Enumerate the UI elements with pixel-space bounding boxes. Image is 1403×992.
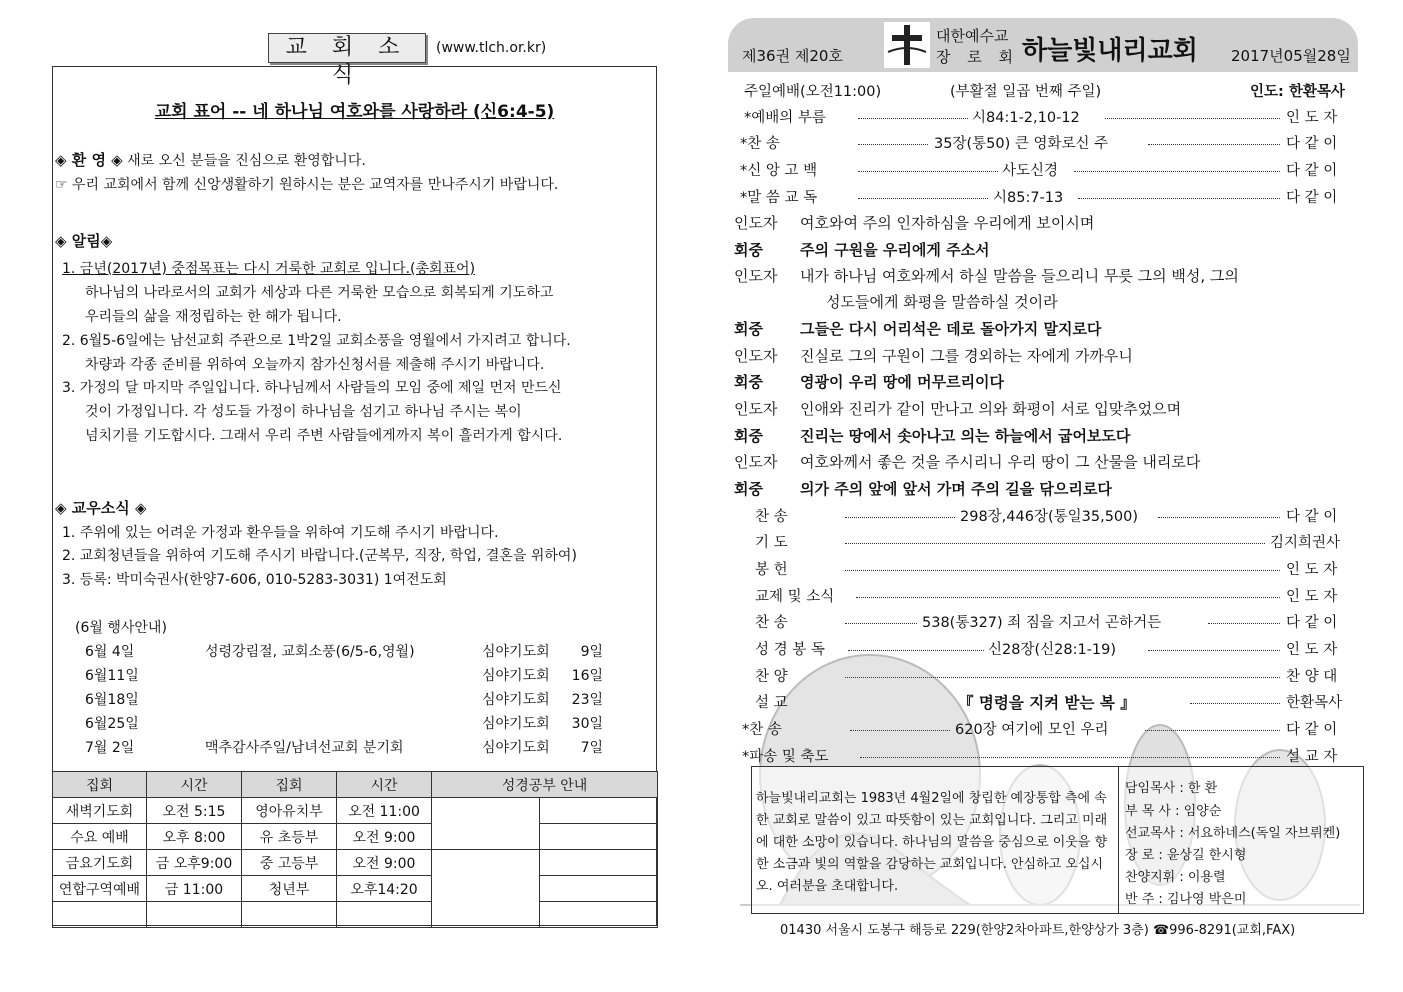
order-who: 한환목사 <box>1286 695 1343 711</box>
table-cell: 중 고등부 <box>242 850 337 876</box>
leader-dots <box>858 198 988 199</box>
reading-role: 회중 <box>734 373 763 391</box>
leader-dots <box>1074 171 1280 172</box>
leader-dots <box>845 517 955 518</box>
event-prayer: 심야기도회 <box>482 668 550 684</box>
reading-text: 여호와여 주의 인자하심을 우리에게 보이시며 <box>800 214 1095 232</box>
order-item: 찬 양 <box>755 669 788 685</box>
event-name: 맥추감사주일/남녀선교회 분기회 <box>205 740 404 756</box>
notice-line: 하나님의 나라로서의 교회가 세상과 다른 거룩한 모습으로 회복되게 기도하고 <box>85 285 554 301</box>
bible-study-cell <box>432 850 540 928</box>
bible-study-cell <box>540 850 658 876</box>
reading-role: 회중 <box>734 427 763 445</box>
notice-line: 우리들의 삶을 재정립하는 한 해가 됩니다. <box>85 309 342 325</box>
staff-item: 반 주 : 김나영 박은미 <box>1125 892 1247 907</box>
reading-text: 내가 하나님 여호와께서 하실 말씀을 들으리니 무릇 그의 백성, 그의 <box>800 267 1239 285</box>
staff-item: 담임목사 : 한 환 <box>1125 781 1218 796</box>
table-cell: 금 오후9:00 <box>147 850 242 876</box>
order-who: 인 도 자 <box>1286 589 1338 605</box>
reading-text: 진실로 그의 구원이 그를 경외하는 자에게 가까우니 <box>800 347 1133 365</box>
welcome-line <box>55 149 366 170</box>
table-row <box>53 850 658 876</box>
order-item: *찬 송 <box>742 722 782 738</box>
table-cell: 오전 5:15 <box>147 798 242 824</box>
table-cell <box>147 902 242 928</box>
reading-role: 인도자 <box>734 453 778 471</box>
reading-line <box>734 212 777 233</box>
event-name: 성령강림절, 교회소풍(6/5-6,영월) <box>205 644 415 660</box>
member-news-line: 3. 등록: 박미숙권사(한양7-606, 010-5283-3031) 1여전도회 <box>62 572 447 588</box>
order-item: *파송 및 축도 <box>742 749 829 765</box>
table-cell: 오전 11:00 <box>337 798 432 824</box>
order-item: 봉 헌 <box>755 562 788 578</box>
info-divider <box>1118 766 1119 914</box>
church-name: 하늘빛내리교회 <box>1022 36 1198 66</box>
table-cell: 새벽기도회 <box>53 798 147 824</box>
notice-line: 3. 가정의 달 마지막 주일입니다. 하나님께서 사람들의 모임 중에 제일 먼저 만드신 <box>62 380 562 396</box>
staff-item: 부 목 사 : 임양순 <box>1125 804 1222 819</box>
table-row <box>53 902 658 928</box>
col-header: 시간 <box>337 772 432 798</box>
order-who: 다 같 이 <box>1286 615 1338 631</box>
col-header: 집회 <box>53 772 147 798</box>
order-content: 시84:1-2,10-12 <box>972 110 1080 126</box>
leader-dots <box>856 597 1280 598</box>
table-cell: 수요 예배 <box>53 824 147 850</box>
table-cell: 영아유치부 <box>242 798 337 824</box>
table-cell: 유 초등부 <box>242 824 337 850</box>
notice-line: 차량과 각종 준비를 위하여 오늘까지 참가신청서를 제출해 주시기 바랍니다. <box>85 357 545 373</box>
church-address: 01430 서울시 도봉구 해등로 229(한양2차아파트,한양상가 3층) ☎996-8291(교회,FAX) <box>780 923 1296 938</box>
order-who: 인 도 자 <box>1286 642 1338 658</box>
event-prayer: 심야기도회 <box>482 644 550 660</box>
order-content: 620장 여기에 모인 우리 <box>955 722 1109 738</box>
church-logo-icon <box>884 22 930 68</box>
reading-role: 회중 <box>734 480 763 498</box>
event-day: 30일 <box>571 716 603 732</box>
order-who: 다 같 이 <box>1286 722 1338 738</box>
bible-study-cell <box>540 902 658 928</box>
leader-dots <box>858 118 968 119</box>
order-item: 찬 송 <box>755 509 788 525</box>
order-item: *말 씀 교 독 <box>740 190 818 206</box>
reading-text: 인애와 진리가 같이 만나고 의와 화평이 서로 입맞추었으며 <box>800 400 1182 418</box>
service-title: 주일예배(오전11:00) <box>744 84 882 100</box>
event-prayer: 심야기도회 <box>482 740 550 756</box>
order-content: 35장(통50) 큰 영화로신 주 <box>934 136 1109 152</box>
leader-dots <box>845 570 1280 571</box>
notice-line: 2. 6월5-6일에는 남선교회 주관으로 1박2일 교회소풍을 영월에서 가지려고 합니다. <box>62 333 571 349</box>
order-content: 사도신경 <box>1002 163 1059 179</box>
order-who: 설 교 자 <box>1286 749 1338 765</box>
col-header: 성경공부 안내 <box>432 772 658 798</box>
order-who: 인 도 자 <box>1286 110 1338 126</box>
table-row <box>53 798 658 824</box>
event-date: 6월25일 <box>85 716 139 732</box>
leader-dots <box>1145 730 1280 731</box>
reading-text: 성도들에게 화평을 말씀하실 것이라 <box>826 293 1058 311</box>
event-prayer: 심야기도회 <box>482 716 550 732</box>
event-date: 7월 2일 <box>85 740 135 756</box>
col-header: 시간 <box>147 772 242 798</box>
table-cell: 오후 8:00 <box>147 824 242 850</box>
welcome-heading: ◈ 환 영 ◈ <box>55 151 123 169</box>
order-item: *예배의 부름 <box>744 110 826 126</box>
reading-role: 인도자 <box>734 214 778 232</box>
order-item: *찬 송 <box>740 136 780 152</box>
table-row <box>53 876 658 902</box>
reading-role: 회중 <box>734 241 763 259</box>
bible-study-cell <box>540 798 658 824</box>
order-content: 298장,446장(통일35,500) <box>960 509 1139 525</box>
order-item: 설 교 <box>755 695 788 711</box>
reading-role: 인도자 <box>734 347 778 365</box>
reading-role: 인도자 <box>734 400 778 418</box>
reading-role: 인도자 <box>734 267 778 285</box>
order-who: 다 같 이 <box>1286 509 1338 525</box>
church-intro: 하늘빛내리교회는 1983년 4월2일에 창립한 예장통합 측에 속한 교회로 말씀이 있고 따뜻함이 있는 교회입니다. 그리고 미래에 대한 소망이 있습니다. 하나님의 말씀을 중심으로 이웃을 향한 소금과 빛의 역할을 감당하는 교회입니다. 안심하고 오십시오. 여러분을 초대합니다. <box>756 791 1108 894</box>
denomination-line2: 장 로 회 <box>936 48 1020 66</box>
service-subtitle: (부활절 일곱 번째 주일) <box>950 84 1102 100</box>
order-item: 찬 송 <box>755 615 788 631</box>
order-content: 538(통327) 죄 짐을 지고서 곤하거든 <box>922 615 1162 631</box>
order-who: 찬 양 대 <box>1286 669 1338 685</box>
reading-text: 의가 주의 앞에 앞서 가며 주의 길을 닦으리로다 <box>800 480 1112 498</box>
bulletin-date: 2017년05월28일 <box>1231 47 1351 65</box>
event-day: 9일 <box>580 644 603 660</box>
sermon-title: 『 명령을 지켜 받는 복 』 <box>958 694 1136 712</box>
staff-item: 찬양지휘 : 이용렬 <box>1125 870 1226 885</box>
leader-dots <box>845 677 1280 678</box>
event-day: 7일 <box>580 740 603 756</box>
table-cell <box>337 902 432 928</box>
col-header: 집회 <box>242 772 337 798</box>
table-cell <box>242 902 337 928</box>
denomination-line1: 대한예수교 <box>936 27 1009 45</box>
order-who: 다 같 이 <box>1286 163 1338 179</box>
order-who: 다 같 이 <box>1286 136 1338 152</box>
table-cell: 금요기도회 <box>53 850 147 876</box>
event-day: 16일 <box>571 668 603 684</box>
leader-dots <box>850 730 950 731</box>
bible-study-cell <box>540 876 658 902</box>
event-date: 6월 4일 <box>85 644 135 660</box>
church-motto: 교회 표어 -- 네 하나님 여호와를 사랑하라 (신6:4-5) <box>154 102 555 122</box>
leader-dots <box>1105 118 1280 119</box>
leader-dots <box>860 757 1280 758</box>
order-content: 시85:7-13 <box>993 190 1064 206</box>
notice-line: 것이 가정입니다. 각 성도들 가정이 하나님을 섬기고 하나님 주시는 복이 <box>85 404 522 420</box>
reading-text: 진리는 땅에서 솟아나고 의는 하늘에서 굽어보도다 <box>800 427 1131 445</box>
member-news-heading: ◈ 교우소식 ◈ <box>55 499 147 517</box>
bible-study-cell <box>432 798 540 850</box>
leader-dots <box>1078 198 1280 199</box>
leader-dots <box>1148 650 1280 651</box>
notice-line: 1. 금년(2017년) 중점목표는 다시 거룩한 교회로 입니다.(총회표어) <box>62 261 476 277</box>
meeting-schedule-table <box>52 771 658 928</box>
leader-dots <box>1148 144 1280 145</box>
member-news-line: 1. 주위에 있는 어려운 가정과 환우들을 위하여 기도해 주시기 바랍니다. <box>62 525 499 541</box>
table-cell: 오후14:20 <box>337 876 432 902</box>
leader-dots <box>845 543 1265 544</box>
member-news-line: 2. 교회청년들을 위하여 기도해 주시기 바랍니다.(군복무, 직장, 학업, 결혼을 위하여) <box>62 548 577 564</box>
order-item: *신 앙 고 백 <box>740 163 818 179</box>
event-date: 6월11일 <box>85 668 139 684</box>
leader-dots <box>858 144 928 145</box>
order-who: 김지희권사 <box>1270 535 1341 551</box>
table-cell: 청년부 <box>242 876 337 902</box>
leader-dots <box>1190 703 1280 704</box>
table-cell: 오전 9:00 <box>337 850 432 876</box>
table-cell: 오전 9:00 <box>337 824 432 850</box>
volume-number: 제36권 제20호 <box>742 47 843 65</box>
order-item: 기 도 <box>755 535 788 551</box>
event-date: 6월18일 <box>85 692 139 708</box>
leader-dots <box>848 650 984 651</box>
notice-line: 넘치기를 기도합시다. 그래서 우리 주변 사람들에게까지 복이 흘러가게 합시다. <box>85 428 563 444</box>
order-item: 성 경 봉 독 <box>755 642 825 658</box>
events-heading: (6월 행사안내) <box>75 620 167 636</box>
welcome-text: 새로 오신 분들을 진심으로 환영합니다. <box>127 153 366 169</box>
reading-text: 여호와께서 좋은 것을 주시리니 우리 땅이 그 산물을 내리로다 <box>800 453 1201 471</box>
staff-item: 선교목사 : 서요하네스(독일 자브뤼켄) <box>1125 826 1341 841</box>
leader-dots <box>1158 517 1280 518</box>
reading-text: 주의 구원을 우리에게 주소서 <box>800 241 990 259</box>
table-row <box>53 824 658 850</box>
order-item: 교제 및 소식 <box>755 589 835 605</box>
table-header-row <box>53 772 658 798</box>
leader-dots <box>845 623 917 624</box>
order-who: 인 도 자 <box>1286 562 1338 578</box>
news-title: 교 회 소 식 <box>268 33 426 63</box>
reading-text: 영광이 우리 땅에 머무르리이다 <box>800 373 1005 391</box>
table-cell: 금 11:00 <box>147 876 242 902</box>
order-content: 신28장(신28:1-19) <box>988 642 1117 658</box>
church-url[interactable]: (www.tlch.or.kr) <box>436 40 547 56</box>
staff-item: 장 로 : 윤상길 한시형 <box>1125 848 1247 863</box>
reading-role: 회중 <box>734 320 763 338</box>
welcome-line2: ☞ 우리 교회에서 함께 신앙생활하기 원하시는 분은 교역자를 만나주시기 바랍니다. <box>55 177 559 193</box>
leader-dots <box>1208 623 1280 624</box>
table-cell: 연합구역예배 <box>53 876 147 902</box>
notice-heading: ◈ 알림◈ <box>55 232 113 250</box>
bible-study-cell <box>540 824 658 850</box>
service-leader: 인도: 한환목사 <box>1250 84 1345 100</box>
reading-text: 그들은 다시 어리석은 데로 돌아가지 말지로다 <box>800 320 1102 338</box>
event-day: 23일 <box>571 692 603 708</box>
event-prayer: 심야기도회 <box>482 692 550 708</box>
order-who: 다 같 이 <box>1286 190 1338 206</box>
leader-dots <box>858 171 998 172</box>
table-cell <box>53 902 147 928</box>
